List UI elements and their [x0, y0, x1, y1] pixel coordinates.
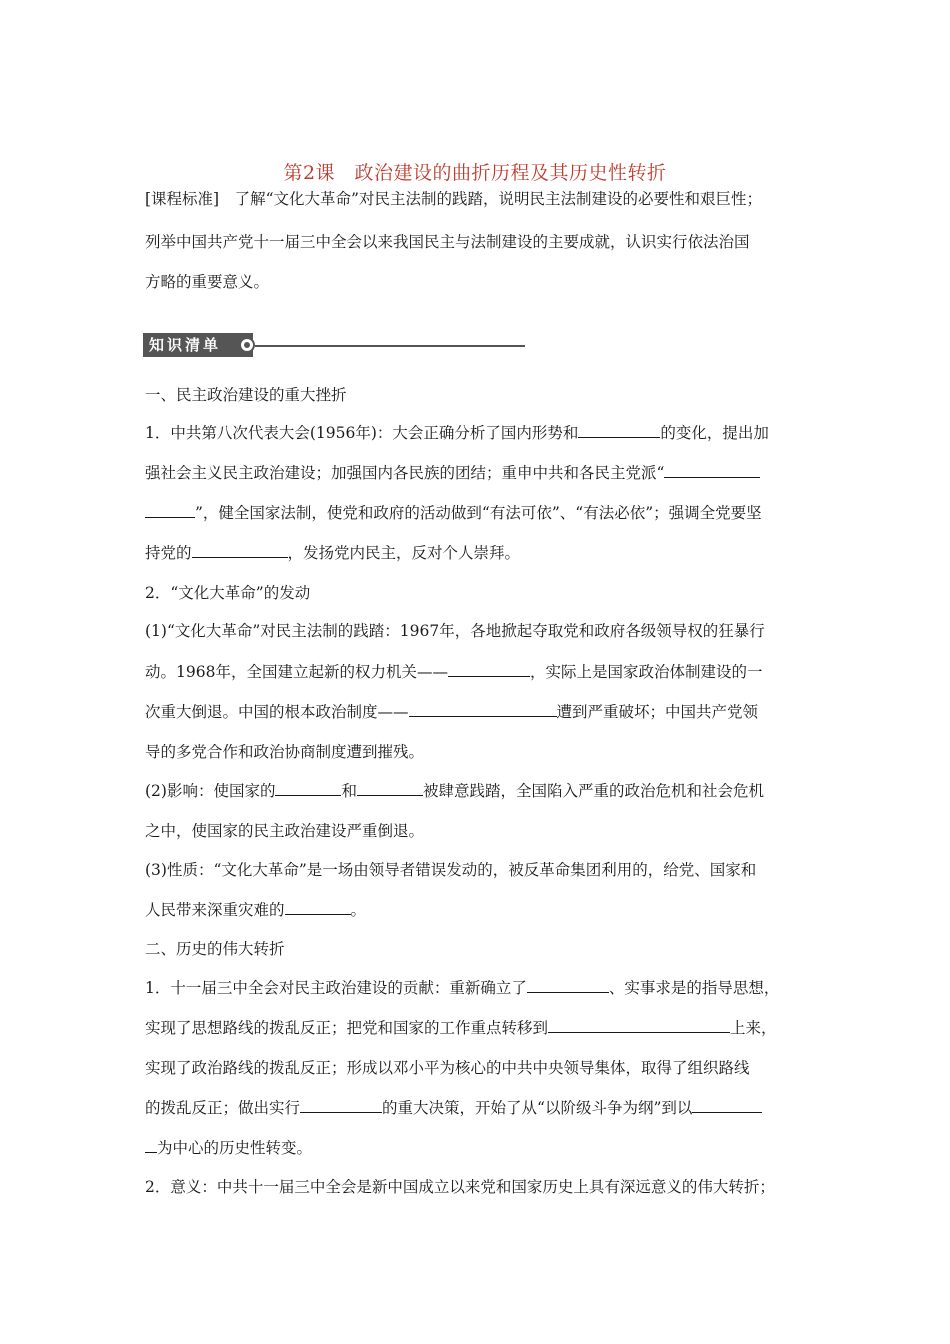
paragraph-line: (1)“文化大革命”对民主法制的践踏：1967年，各地掀起夺取党和政府各级领导权的狂暴行: [145, 622, 765, 640]
paragraph-line: 强社会主义民主政治建设；加强国内各民族的团结；重申中共和各民主党派“: [145, 461, 825, 483]
fill-blank[interactable]: [448, 662, 530, 677]
fill-blank[interactable]: [578, 423, 660, 438]
fill-blank[interactable]: [285, 900, 351, 915]
paragraph-line: (3)性质：“文化大革命”是一场由领导者错误发动的，被反革命集团利用的，给党、国家和: [145, 861, 757, 879]
knowledge-banner: [143, 333, 525, 359]
paragraph-line: ”，健全国家法制，使党和政府的活动做到“有法可依”、“有法必依”；强调全党要坚: [145, 501, 825, 523]
fill-blank[interactable]: [300, 1098, 382, 1113]
fill-blank[interactable]: [145, 503, 195, 518]
paragraph-line: 动。1968年，全国建立起新的权力机关—— ，实际上是国家政治体制建设的一: [145, 663, 763, 681]
section-heading-1: 一、民主政治建设的重大挫折: [145, 386, 347, 404]
knowledge-banner-label: 知识清单: [143, 333, 253, 357]
lesson-title: 第2课 政治建设的曲折历程及其历史性转折: [283, 162, 667, 184]
paragraph-line: 之中，使国家的民主政治建设严重倒退。: [145, 822, 425, 840]
paragraph-line: (2)影响：使国家的 和 被肆意践踏，全国陷入严重的政治危机和社会危机: [145, 782, 764, 800]
bullet-circle-icon: [239, 337, 255, 353]
paragraph-line: 导的多党合作和政治协商制度遭到摧残。: [145, 743, 425, 761]
fill-blank[interactable]: [145, 1138, 157, 1153]
fill-blank[interactable]: [692, 1098, 762, 1113]
paragraph-line: 的拨乱反正；做出实行 的重大决策，开始了从“以阶级斗争为纲”到以: [145, 1096, 825, 1118]
course-standard-line-3: 方略的重要意义。: [145, 273, 270, 291]
paragraph-line: 实现了思想路线的拨乱反正；把党和国家的工作重点转移到 上来，: [145, 1019, 777, 1037]
section-heading-2: 二、历史的伟大转折: [145, 940, 285, 958]
subheading: 2．“文化大革命”的发动: [145, 584, 311, 602]
paragraph-line: 2．意义：中共十一届三中全会是新中国成立以来党和国家历史上具有深远意义的伟大转折；: [145, 1178, 775, 1196]
paragraph-line: 实现了政治路线的拨乱反正；形成以邓小平为核心的中共中央领导集体，取得了组织路线: [145, 1059, 750, 1077]
course-standard-line-2: 列举中国共产党十一届三中全会以来我国民主与法制建设的主要成就，认识实行依法治国: [145, 233, 750, 251]
fill-blank[interactable]: [527, 978, 609, 993]
paragraph-line: 1．十一届三中全会对民主政治建设的贡献：重新确立了 、实事求是的指导思想，: [145, 979, 780, 997]
paragraph-line: 1．中共第八次代表大会(1956年)：大会正确分析了国内形势和 的变化，提出加: [145, 424, 769, 442]
fill-blank[interactable]: [192, 543, 288, 558]
fill-blank[interactable]: [409, 702, 557, 717]
fill-blank[interactable]: [664, 463, 760, 478]
course-standard-line-1: [课程标准] 了解“文化大革命”对民主法制的践踏，说明民主法制建设的必要性和艰巨性；: [145, 190, 762, 208]
fill-blank[interactable]: [275, 781, 341, 796]
paragraph-line: 持党的 ，发扬党内民主，反对个人崇拜。: [145, 544, 521, 562]
paragraph-line: 次重大倒退。中国的根本政治制度—— 遭到严重破坏；中国共产党领: [145, 703, 759, 721]
banner-divider: [255, 345, 525, 347]
paragraph-line: 人民带来深重灾难的 。: [145, 901, 367, 919]
fill-blank[interactable]: [357, 781, 423, 796]
fill-blank[interactable]: [548, 1018, 730, 1033]
paragraph-line: 为中心的历史性转变。: [145, 1136, 825, 1158]
